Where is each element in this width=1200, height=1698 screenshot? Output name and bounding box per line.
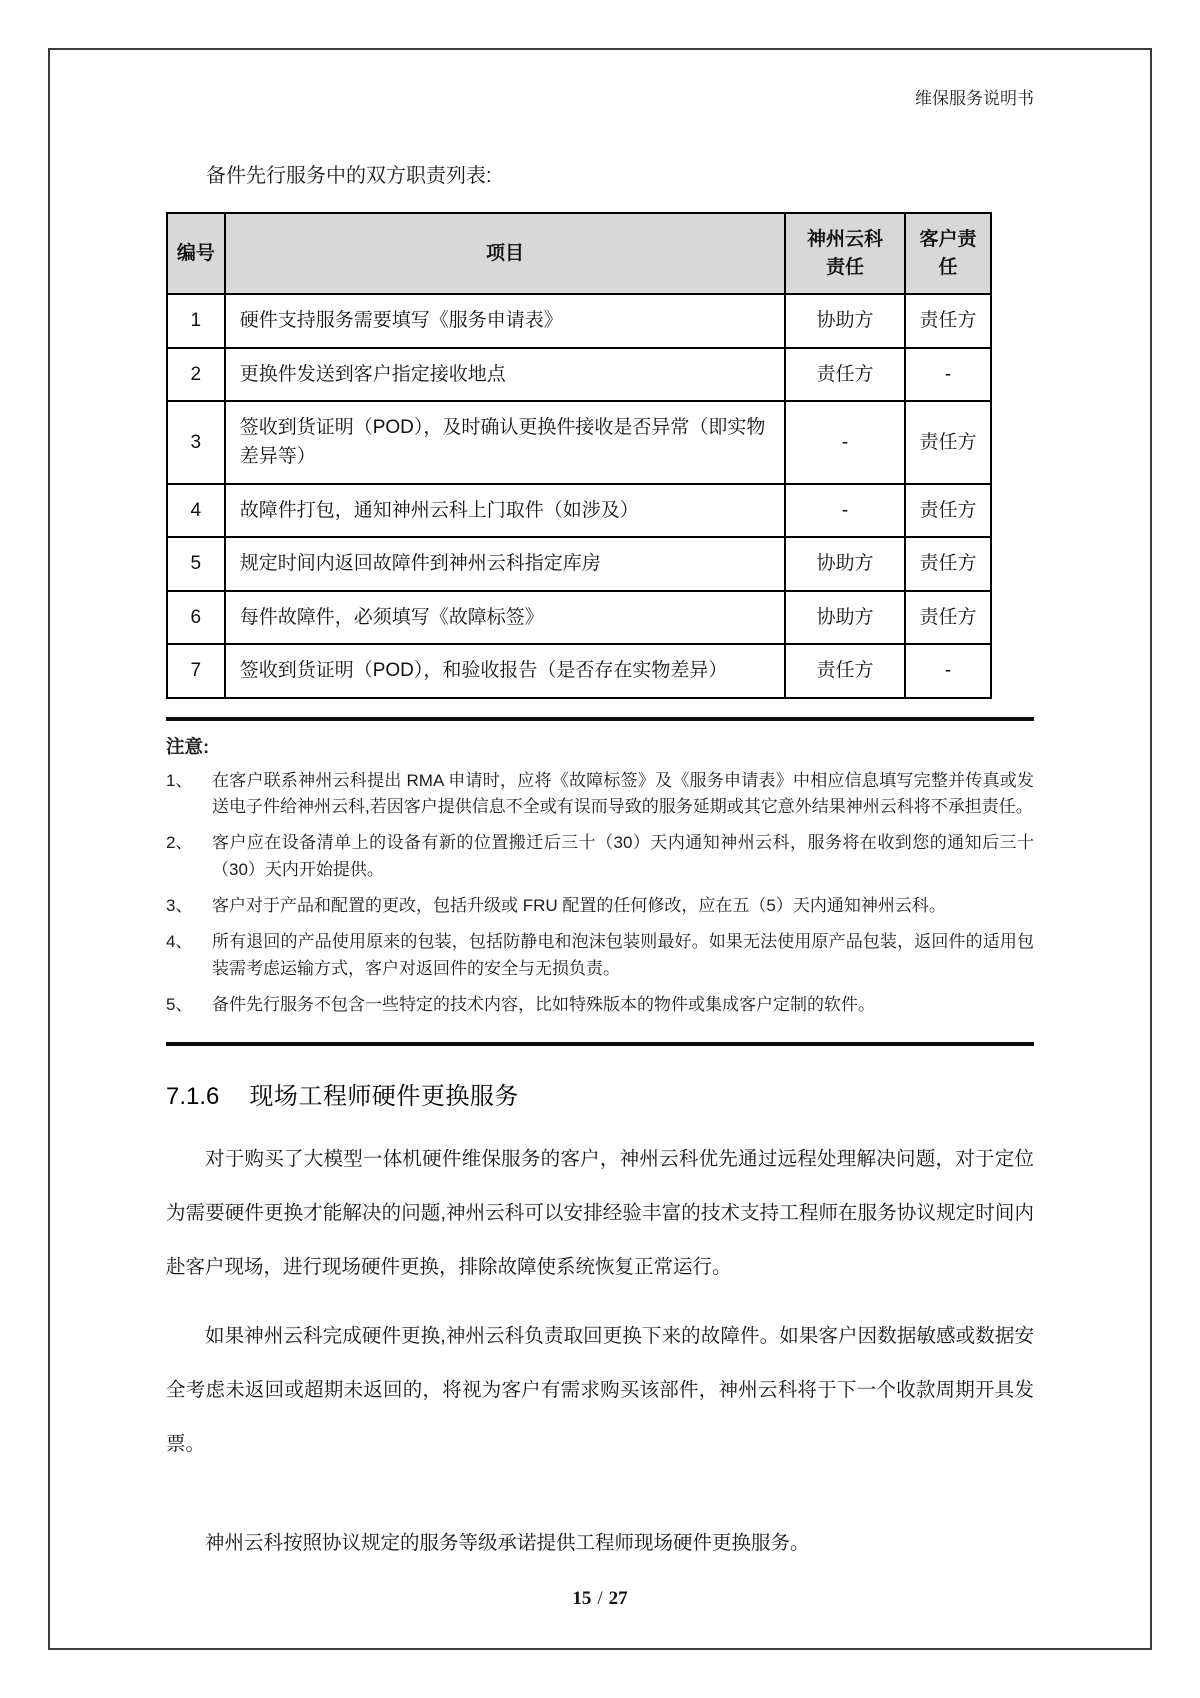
- table-intro-text: 备件先行服务中的双方职责列表:: [206, 165, 492, 187]
- note-text: 在客户联系神州云科提出 RMA 申请时，应将《故障标签》及《服务申请表》中相应信息填写完整并传真或发送电子件给神州云科,若因客户提供信息不全或有误而导致的服务延期或其它意外结果神州云科将不承担责任。: [212, 770, 1034, 817]
- note-number: 1、: [166, 770, 193, 790]
- cell-item: 硬件支持服务需要填写《服务申请表》: [225, 294, 786, 347]
- body-paragraph: 神州云科按照协议规定的服务等级承诺提供工程师现场硬件更换服务。: [205, 1532, 810, 1555]
- table-row: [167, 644, 991, 697]
- note-text: 客户应在设备清单上的设备有新的位置搬迁后三十（30）天内通知神州云科，服务将在收到您的通知后三十（30）天内开始提供。: [212, 833, 1034, 880]
- cell-vendor: 责任方: [785, 348, 905, 401]
- header-cell-customer: 客户责任: [905, 213, 992, 294]
- cell-no: 2: [167, 348, 225, 401]
- footer-page-number: 15: [572, 1588, 592, 1609]
- footer-total-pages: 27: [608, 1588, 628, 1609]
- cell-customer: 责任方: [905, 484, 992, 537]
- note-item: [166, 992, 1034, 1019]
- section-heading: [166, 1076, 1034, 1111]
- notes-section: [166, 717, 1034, 1047]
- cell-customer: 责任方: [905, 537, 992, 590]
- note-text: 客户对于产品和配置的更改，包括升级或 FRU 配置的任何修改，应在五（5）天内通知神州云科。: [212, 896, 946, 916]
- note-number: 5、: [166, 994, 193, 1014]
- table-row: [167, 484, 991, 537]
- header-vendor-line2: 责任: [826, 256, 865, 278]
- responsibility-table: [166, 212, 992, 699]
- note-number: 3、: [166, 896, 193, 916]
- note-text: 所有退回的产品使用原来的包装，包括防静电和泡沫包装则最好。如果无法使用原产品包装，返回件的适用包装需考虑运输方式，客户对返回件的安全与无损负责。: [212, 931, 1034, 978]
- section-number: 7.1.6: [166, 1083, 220, 1111]
- notes-list: [166, 768, 1034, 1019]
- cell-vendor: 责任方: [785, 644, 905, 697]
- cell-customer: 责任方: [905, 401, 992, 484]
- note-item: [166, 929, 1034, 983]
- header-cell-no: 编号: [167, 213, 225, 294]
- table-row: [167, 294, 991, 347]
- page-footer: [0, 1588, 1200, 1610]
- table-header-row-group: [167, 213, 991, 294]
- cell-item: 更换件发送到客户指定接收地点: [225, 348, 786, 401]
- note-number: 2、: [166, 833, 193, 853]
- cell-customer: 责任方: [905, 591, 992, 644]
- note-item: [166, 893, 1034, 920]
- table-header-row: [167, 213, 991, 294]
- header-cell-item: 项目: [225, 213, 786, 294]
- note-text: 备件先行服务不包含一些特定的技术内容，比如特殊版本的物件或集成客户定制的软件。: [212, 994, 875, 1014]
- cell-no: 7: [167, 644, 225, 697]
- cell-no: 6: [167, 591, 225, 644]
- table-row: [167, 401, 991, 484]
- cell-no: 3: [167, 401, 225, 484]
- cell-item: 规定时间内返回故障件到神州云科指定库房: [225, 537, 786, 590]
- cell-customer: -: [905, 348, 992, 401]
- cell-item: 每件故障件，必须填写《故障标签》: [225, 591, 786, 644]
- table-row: [167, 591, 991, 644]
- cell-no: 1: [167, 294, 225, 347]
- cell-vendor: 协助方: [785, 537, 905, 590]
- document-title-header: 维保服务说明书: [915, 89, 1034, 108]
- notes-title: 注意:: [166, 735, 210, 757]
- body-paragraphs: [166, 1133, 1034, 1570]
- table-row: [167, 348, 991, 401]
- note-number: 4、: [166, 931, 193, 951]
- cell-item: 故障件打包，通知神州云科上门取件（如涉及）: [225, 484, 786, 537]
- page-border-frame: [48, 48, 1152, 1650]
- note-item: [166, 830, 1034, 884]
- cell-customer: 责任方: [905, 294, 992, 347]
- cell-item: 签收到货证明（POD），及时确认更换件接收是否异常（即实物差异等）: [225, 401, 786, 484]
- cell-no: 5: [167, 537, 225, 590]
- cell-vendor: -: [785, 401, 905, 484]
- table-row: [167, 537, 991, 590]
- body-paragraph: 对于购买了大模型一体机硬件维保服务的客户，神州云科优先通过远程处理解决问题，对于定位为需要硬件更换才能解决的问题,神州云科可以安排经验丰富的技术支持工程师在服务协议规定时间内赴客户现场，进行现场硬件更换，排除故障使系统恢复正常运行。: [166, 1148, 1034, 1278]
- cell-item: 签收到货证明（POD），和验收报告（是否存在实物差异）: [225, 644, 786, 697]
- body-paragraph: 如果神州云科完成硬件更换,神州云科负责取回更换下来的故障件。如果客户因数据敏感或数据安全考虑未返回或超期未返回的，将视为客户有需求购买该部件，神州云科将于下一个收款周期开具发票。: [166, 1325, 1034, 1455]
- cell-vendor: 协助方: [785, 591, 905, 644]
- cell-customer: -: [905, 644, 992, 697]
- header-cell-vendor: [785, 213, 905, 294]
- cell-vendor: 协助方: [785, 294, 905, 347]
- section-title: 现场工程师硬件更换服务: [249, 1083, 519, 1111]
- header-vendor-line1: 神州云科: [807, 229, 884, 250]
- footer-separator: /: [597, 1588, 603, 1609]
- cell-no: 4: [167, 484, 225, 537]
- cell-vendor: -: [785, 484, 905, 537]
- note-item: [166, 768, 1034, 822]
- responsibility-table-body: [167, 294, 991, 698]
